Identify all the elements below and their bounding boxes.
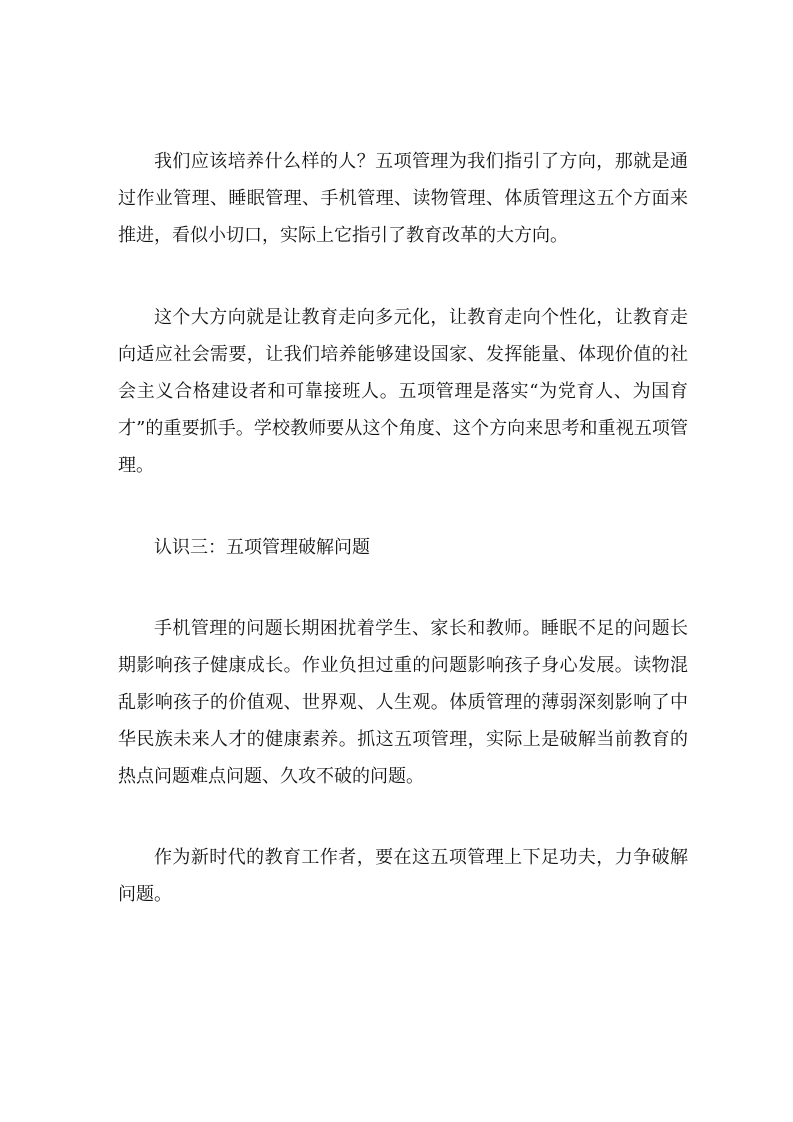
section-heading-recognition-three: 认识三：五项管理破解问题 — [154, 537, 370, 558]
paragraph-cultivation-question: 我们应该培养什么样的人？五项管理为我们指引了方向，那就是通过作业管理、睡眠管理、手机管理、读物管理、体质管理这五个方面来推进，看似小切口，实际上它指引了教育改革的大方向。 — [118, 151, 688, 246]
paragraph-problem-solving: 手机管理的问题长期困扰着学生、家长和教师。睡眠不足的问题长期影响孩子健康成长。作业负担过重的问题影响孩子身心发展。读物混乱影响孩子的价值观、世界观、人生观。体质管理的薄弱深刻影响了中华民族未来人才的健康素养。抓这五项管理，实际上是破解当前教育的热点问题难点问题、久攻不破的问题。 — [118, 618, 688, 787]
document-page — [118, 143, 688, 913]
paragraph-education-direction: 这个大方向就是让教育走向多元化，让教育走向个性化，让教育走向适应社会需要，让我们培养能够建设国家、发挥能量、体现价值的社会主义合格建设者和可靠接班人。五项管理是落实“为党育人、为国育才”的重要抓手。学校教师要从这个角度、这个方向来思考和重视五项管理。 — [118, 307, 688, 476]
paragraph-educator-effort: 作为新时代的教育工作者，要在这五项管理上下足功夫，力争破解问题。 — [118, 847, 688, 905]
